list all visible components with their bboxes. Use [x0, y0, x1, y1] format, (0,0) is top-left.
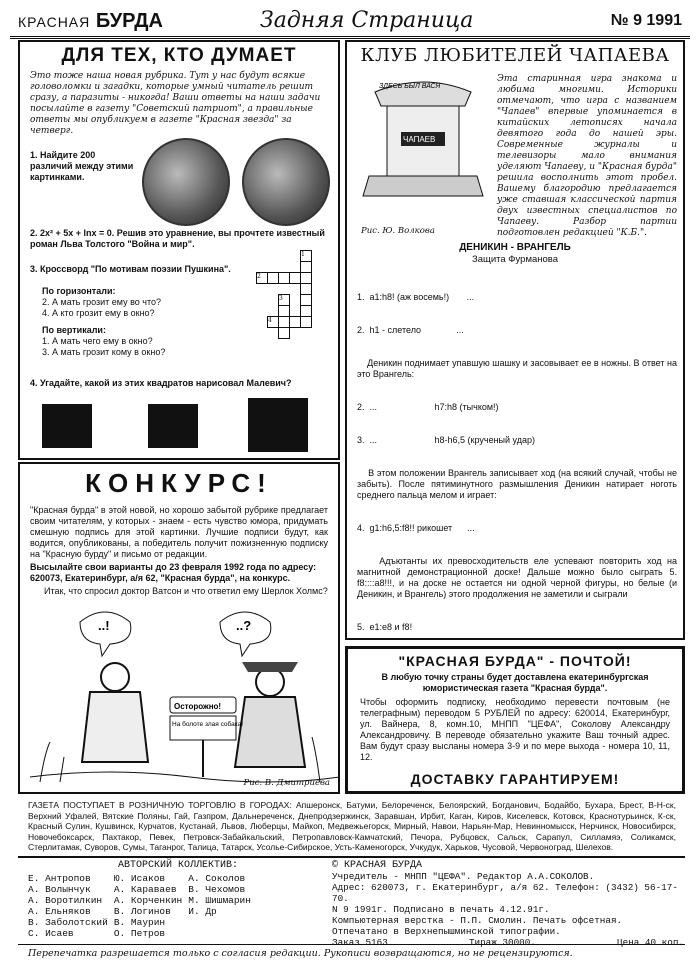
black-square-2 [148, 404, 198, 448]
brand-logo [18, 10, 163, 33]
bottom-divider [18, 944, 685, 945]
imprint-section [332, 860, 684, 948]
vertical-clue: 1. А мать чего ему в окно? [42, 336, 153, 346]
mail-lead: В любую точку страны будет доставлена екатеринбургская юмористическая газета "Красная бурда". [381, 672, 649, 693]
page-title: Задняя Страница [260, 8, 474, 33]
contest-text: "Красная бурда" в этой новой, но хорошо забытой рубрике предлагает своим читателям, у которых - знаем - есть чувство юмора, придумать смешную подпись для этой картинки. Лучшие подписи будут, как водится, опубликованы, а победитель получит пожизненную подписку на "Красную бурду" и письмо от редакции. [30, 505, 328, 559]
author: В. Заболотский [28, 917, 108, 928]
chapaev-header: КЛУБ ЛЮБИТЕЛЕЙ ЧАПАЕВА [360, 45, 670, 66]
imprint-line: Отпечатано в Верхнепышминской типографии. [332, 926, 561, 937]
imprint-line: N 9 1991г. Подписано в печать 4.12.91г. [332, 904, 550, 915]
figure-watson [82, 663, 148, 762]
monument-name: ЧАПАЕВ [403, 135, 436, 144]
distribution-list: ГАЗЕТА ПОСТУПАЕТ В РОЗНИЧНУЮ ТОРГОВЛЮ В ГОРОДАХ: Апшеронск, Батуми, Белореченск, Белоярский, Богданович, Бодайбо, Бухара, Брест, В-Н-ск, Верхний Уфалей, Вятские Поляны, Гай, Газпром, Дальнереченск, Днепродзержинск, Заравшан, Ирбит, Каган, Киров, Киселевск, Котовск, Краснотурьинск, К-ск, Красный Сулин, Кушвинск, Курчатов, Кустанай, Львов, Люберцы, Майкоп, Медвежьегорск, Мирный, Навои, Нарьян-Мар, Невинномысск, Нерчинск, Новосибирск, Новочебоксарск, Пахтакор, Певек, Петровск-Забайкальский, Петропавловск-Камчатский, Печора, Рубцовск, Сальск, Сарапул, Силламяэ, Соликамск, Стерлитамак, Суворов, Сумы, Таганрог, Талица, Татарск, Усолье-Сибирское, Усть-Каменогорск, Учкудук, Харьков, Чусовой, Червоноград, Шелехов. [28, 800, 676, 852]
author: А. Корченкин [113, 895, 183, 906]
author: В. Маурин [113, 917, 166, 928]
contest-question: Итак, что спросил доктор Ватсон и что ответил ему Шерлок Холмс? [44, 586, 328, 596]
author: А. Волынчук [28, 884, 91, 895]
horizontal-title: По горизонтали: [42, 286, 116, 296]
puzzles-section [18, 40, 340, 460]
price: Цена 40 коп. [617, 937, 684, 948]
author: А. Ельняков [28, 906, 91, 917]
sign-dog [170, 716, 236, 740]
order-number: Заказ 5163 [332, 937, 388, 948]
author: С. Исаев [28, 928, 74, 939]
bubble-left-text: ..! [98, 618, 110, 633]
black-square-3 [248, 398, 308, 452]
contest-address: Высылайте свои варианты до 23 февраля 1992 года по адресу: 620073, Екатеринбург, а/я 62, "Красная бурда", на конкурс. [30, 562, 317, 583]
move-line: 5. e1:e8 и f8! [357, 622, 413, 632]
move-line: 2. ... h7:h8 (тычком!) [357, 402, 499, 412]
imprint-footer [332, 937, 684, 948]
imprint-line: Компьютерная верстка - П.П. Смолин. Печать офсетная. [332, 915, 623, 926]
author: А. Соколов [188, 873, 246, 884]
author: А. Караваев [113, 884, 177, 895]
horizontal-clue: 4. А кто грозит ему в окно? [42, 308, 155, 318]
question-2: 2. 2x² + 5x + lnx = 0. Решив это уравнение, вы прочтете известный роман Льва Толстого "Война и мир". [30, 228, 325, 249]
game-moves [357, 270, 680, 640]
mail-guarantee: ДОСТАВКУ ГАРАНТИРУЕМ! [410, 771, 620, 787]
print-run: Тираж 30000. [468, 937, 536, 948]
divider [18, 856, 685, 858]
move-line: Деникин поднимает упавшую шашку и засовывает ее в ножны. В ответ на это Врангель: [357, 358, 680, 379]
move-line: В этом положении Врангель записывает ход (на всякий случай, чтобы не забыть). После пятиминутного размышления Деникин натирает ноготь среднего пальца мелом и играет: [357, 468, 680, 500]
author: Е. Антропов [28, 873, 91, 884]
copyright: © КРАСНАЯ БУРДА [332, 860, 423, 871]
move-line: 4. g1:h6,5:f8!! рикошет ... [357, 523, 475, 533]
horizontal-clue: 2. А мать грозит ему во что? [42, 297, 161, 307]
author: О. Петров [113, 928, 166, 939]
chapaev-club-section [345, 40, 685, 640]
brand-word-1: КРАСНАЯ [18, 14, 91, 30]
reprint-note: Перепечатка разрешается только с согласия редакции. Рукописи возвращаются, но не рецензируются. [28, 948, 573, 959]
bubble-right-text: ..? [236, 618, 252, 633]
puzzles-header: ДЛЯ ТЕХ, КТО ДУМАЕТ [61, 45, 297, 66]
question-1: 1. Найдите 200 различий между этими картинками. [30, 150, 134, 182]
game-title: ДЕНИКИН - ВРАНГЕЛЬ [459, 242, 571, 253]
vertical-title: По вертикали: [42, 325, 106, 335]
crossword-clues [42, 286, 252, 358]
question-3: 3. Кроссворд "По мотивам поэзии Пушкина". [30, 264, 231, 274]
imprint-line: Учредитель - МНПП "ЦЕФА". Редактор А.А.СОКОЛОВ. [332, 871, 595, 882]
author: В. Чехомов [188, 884, 246, 895]
imprint-line: Адрес: 620073, г. Екатеринбург, а/я 62. Телефон: (3432) 56-17-70. [332, 882, 678, 904]
puzzles-intro: Это тоже наша новая рубрика. Тут у нас будут всякие головоломки и загадки, которые умный читатель решит сразу, а паразиты - никогда! Ваши ответы на наши задачи посылайте в газету "Советский патриот", а правильные ответы мы опубликуем в газете "Красная звезда" за четверг. [30, 71, 321, 136]
question-4: 4. Угадайте, какой из этих квадратов нарисовал Малевич? [30, 378, 292, 388]
chapaev-intro: Эта старинная игра знакома и любима многими. Историки отмечают, что игра с названием "Чапаев" впервые упоминается в китайских летописях начала девятого года до нашей эры. Современные журналы и телевизоры мало внимания уделяют Чапаеву, и "Красная бурда" решила восполнить этот пробел. Вашему благородию предлагается уже ставшая классической партия двух известных специалистов по Чапаеву. Разбор партии подготовлен редакцией "К.Б.". [497, 74, 677, 238]
coin-picture-left [142, 138, 230, 226]
author: Ю. Исаков [113, 873, 166, 884]
brand-word-2: БУРДА [95, 10, 163, 32]
author: И. Др [188, 906, 217, 917]
author: А. Воротилкин [28, 895, 103, 906]
mail-header: "КРАСНАЯ БУРДА" - ПОЧТОЙ! [398, 653, 632, 669]
monument-illustration [355, 72, 490, 222]
author: В. Логинов [113, 906, 171, 917]
crossword-grid: 1 2 3 4 [256, 250, 312, 339]
contest-section [18, 462, 340, 794]
masthead [10, 6, 690, 39]
move-line: 3. ... h8-h6,5 (крученый удар) [357, 435, 536, 445]
coin-picture-right [242, 138, 330, 226]
authors-section [28, 860, 328, 939]
monument-graffiti: ЗДЕСЬ БЫЛ ВАСЯ [379, 83, 441, 90]
issue-number: № 9 1991 [610, 12, 682, 29]
sign-caution-text: Осторожно! [174, 702, 222, 711]
move-line: Адъютанты их превосходительств еле успевают повторить ход на магнитной демонстрационной доске! Дальше можно было сыграть 5. f8::::a8!!!, и на доске не остается ни одной черной фигуры, но белые (и Деникин, и Врангель) этого продолжения не заметили и сыграли [357, 556, 680, 599]
figure-holmes [235, 662, 305, 767]
vertical-clue: 3. А мать грозит кому в окно? [42, 347, 166, 357]
move-line: 2. h1 - слетело ... [357, 325, 464, 335]
game-subtitle: Защита Фурманова [471, 254, 559, 265]
move-line: 1. a1:h8! (аж восемь!) ... [357, 292, 475, 302]
mail-subscription-section [345, 646, 685, 794]
contest-illustration-credit: Рис. В. Дмитриева [243, 778, 330, 788]
authors-table [28, 873, 257, 939]
author: М. Шишмарин [188, 895, 251, 906]
mail-body: Чтобы оформить подписку, необходимо перевести почтовым (не телеграфным) переводом 5 РУБЛЕЙ по адресу: 620014, Екатеринбург, ул. Вайнера, 8, комн.10, МНПП "ЦЕФА", Соколову Александру Александровичу. В переводе обязательно укажите Ваш точный адрес. Вам будут сразу высланы номера 3-9 и по мере выхода - номера 10, 11, 12. [360, 697, 670, 762]
sign-dog-text: На болоте злая собака! [172, 721, 244, 728]
contest-header: КОНКУРС! [85, 468, 273, 498]
authors-title: АВТОРСКИЙ КОЛЛЕКТИВ: [117, 860, 239, 871]
contest-cartoon [20, 592, 338, 792]
monument-credit: Рис. Ю. Волкова [361, 226, 435, 236]
black-square-1 [42, 404, 92, 448]
